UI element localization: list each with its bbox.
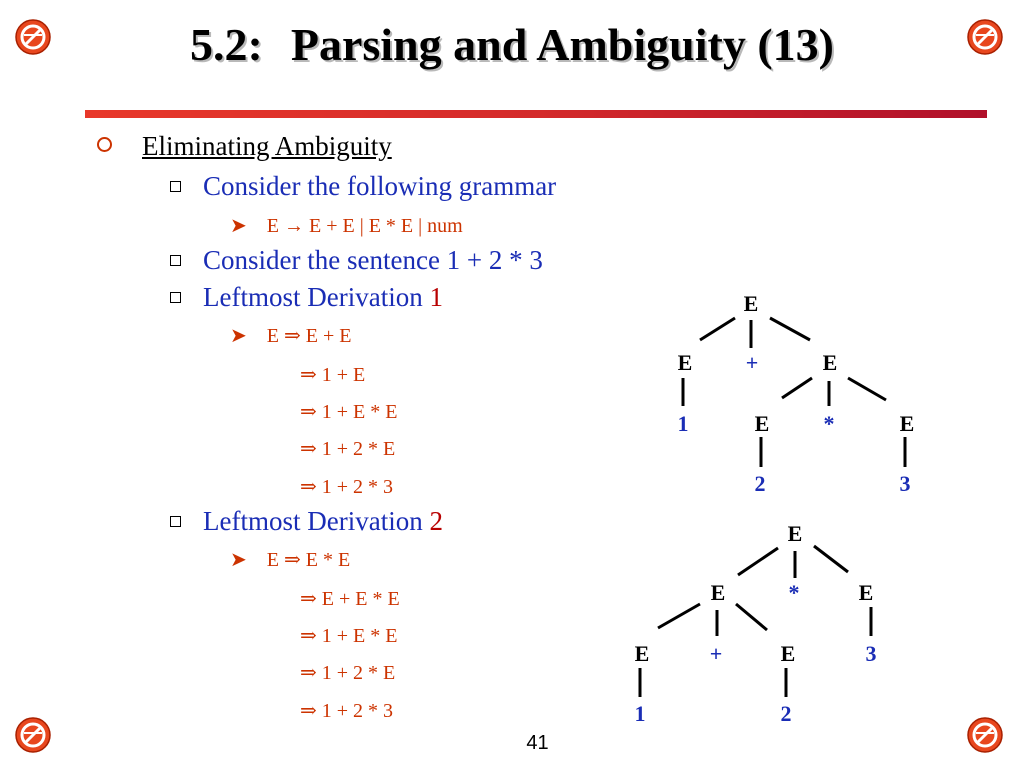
tree1-leaf-3: 3 (899, 471, 911, 496)
tree2-edges (640, 546, 871, 697)
lmd2-step-4: ⇒ 1 + 2 * E (300, 662, 396, 684)
lmd1-label: Leftmost Derivation (203, 282, 430, 312)
lmd1-step-1: ➤ E ⇒ E + E (230, 325, 352, 347)
tree2-right-leaf: 3 (865, 641, 877, 666)
lmd2-step-3: ⇒ 1 + E * E (300, 625, 398, 647)
tree2-left-left-node: E (634, 641, 650, 666)
tree1-right-op-node: * (823, 411, 835, 436)
tree2-leaf-1: 1 (634, 701, 646, 726)
grammar-rule-text: E → E + E | E * E | num (266, 215, 463, 237)
heading-text: Eliminating Ambiguity (142, 131, 392, 161)
tree2-left-right-node: E (780, 641, 796, 666)
page-number: 41 (526, 732, 549, 754)
tree1-right-right-node: E (899, 411, 915, 436)
lmd1-step-3: ⇒ 1 + E * E (300, 401, 398, 423)
tree2-root-node: E (787, 521, 803, 546)
lmd1-number: 1 (429, 282, 443, 312)
tree1-leaf-2: 2 (754, 471, 766, 496)
tree2-right-node: E (858, 580, 874, 605)
sentence-text: Consider the sentence 1 + 2 * 3 (203, 245, 543, 275)
lmd2-step-2: ⇒ E + E * E (300, 588, 400, 610)
title-text: Parsing and Ambiguity (13) (290, 19, 834, 70)
tree1-root-node: E (743, 291, 759, 316)
tree2-left-op-node: + (709, 641, 723, 666)
lmd2-step-1: ➤ E ⇒ E * E (230, 549, 351, 571)
tree1-right-left-node: E (754, 411, 770, 436)
arrow-bullet-icon: ➤ (230, 549, 247, 571)
arrow-bullet-icon: ➤ (230, 325, 247, 347)
lmd1-step-4: ⇒ 1 + 2 * E (300, 438, 396, 460)
tree2-leaf-2: 2 (780, 701, 792, 726)
lmd2-number: 2 (429, 506, 443, 536)
title-number: 5.2: (190, 19, 263, 70)
lmd2-step-5: ⇒ 1 + 2 * 3 (300, 700, 394, 722)
tree1-right-node: E (822, 350, 838, 375)
arrow-bullet-icon: ➤ (230, 215, 247, 237)
lmd2-label: Leftmost Derivation (203, 506, 430, 536)
tree1-left-node: E (677, 350, 693, 375)
grammar-intro-text: Consider the following grammar (203, 171, 557, 201)
tree1-op-node: + (745, 350, 759, 375)
tree2-op-node: * (788, 580, 800, 605)
lmd1-step-2: ⇒ 1 + E (300, 364, 366, 386)
lmd1-step-5: ⇒ 1 + 2 * 3 (300, 476, 394, 498)
tree2-left-node: E (710, 580, 726, 605)
tree1-leaf-1: 1 (677, 411, 689, 436)
